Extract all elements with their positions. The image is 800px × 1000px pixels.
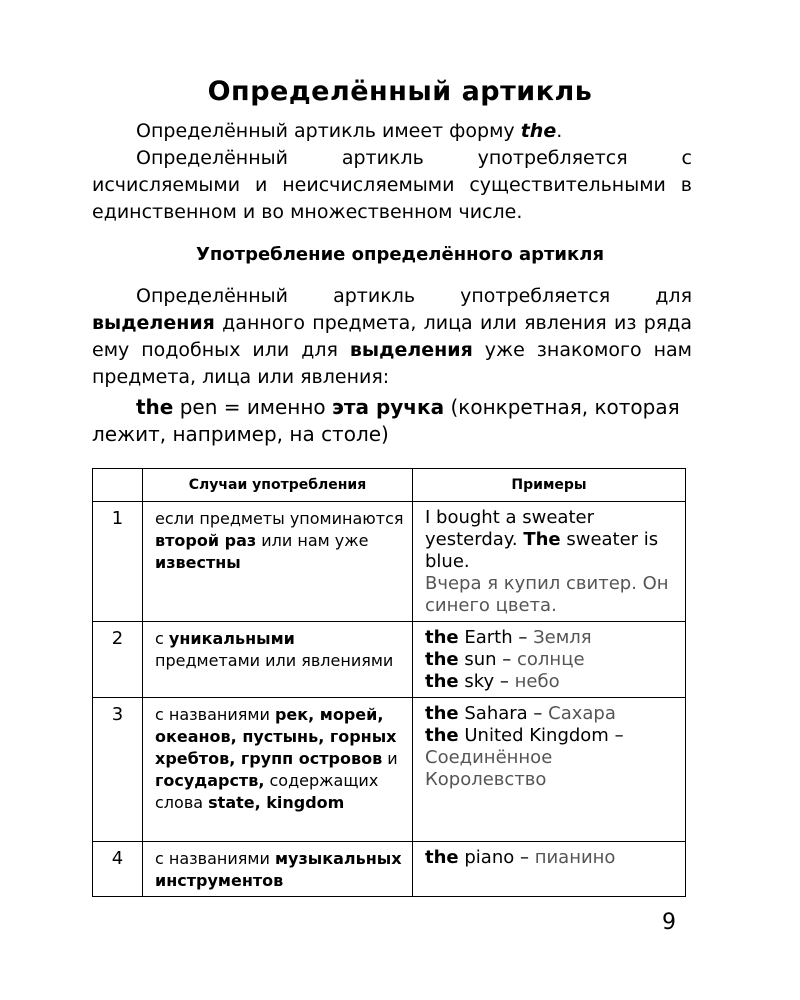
example-line xyxy=(425,649,677,671)
table-row xyxy=(93,698,686,842)
header-cases: Случаи употребления xyxy=(143,469,413,502)
example-article: the xyxy=(425,725,459,746)
example-line xyxy=(425,671,677,693)
row-number: 1 xyxy=(93,502,143,622)
case-bold: уникальными xyxy=(168,629,295,648)
case-example xyxy=(413,842,686,897)
example-line xyxy=(425,703,677,725)
case-bold: государств, xyxy=(155,771,265,790)
example-word: pen = именно xyxy=(173,395,333,419)
usage-bold-2: выделения xyxy=(349,339,473,361)
case-description xyxy=(143,698,413,842)
example-line xyxy=(425,725,677,791)
example-translation: небо xyxy=(514,671,560,692)
case-example xyxy=(413,502,686,622)
case-text: с названиями xyxy=(155,849,275,868)
case-text: с xyxy=(155,629,169,648)
example-dash: – xyxy=(527,703,549,724)
case-description xyxy=(143,502,413,622)
example-word: Sahara xyxy=(458,703,528,724)
example-word: sun xyxy=(458,649,497,670)
header-examples: Примеры xyxy=(413,469,686,502)
table-row xyxy=(93,502,686,622)
case-bold: state, kingdom xyxy=(208,793,345,812)
example-article: the xyxy=(425,703,459,724)
example-text: I bought a sweater yesterday. xyxy=(425,507,594,550)
case-bold: второй раз xyxy=(155,531,257,550)
article-form: the xyxy=(520,120,557,142)
example-translation: Вчера я купил свитер. Он синего цвета. xyxy=(425,573,669,616)
usage-bold-1: выделения xyxy=(92,312,215,334)
example-bold: эта ручка xyxy=(332,395,445,419)
usage-text-part3: уже знакомого нам предмета, лица или явления: xyxy=(92,339,692,388)
example-translation: Земля xyxy=(533,627,592,648)
usage-text-part2: данного предмета, лица или явления из ряда ему подобных или для xyxy=(92,312,692,361)
case-description xyxy=(143,842,413,897)
example-sentence xyxy=(92,394,696,448)
example-translation: Соединённое Королевство xyxy=(425,747,553,790)
intro-period: . xyxy=(556,120,563,142)
case-text: или нам уже xyxy=(256,531,369,550)
usage-paragraph xyxy=(92,283,692,391)
intro-paragraph-2 xyxy=(92,145,692,226)
case-text: и xyxy=(382,749,398,768)
page-number: 9 xyxy=(662,910,676,935)
case-text: содержащих слова xyxy=(155,771,379,812)
table-row xyxy=(93,622,686,698)
example-article: the xyxy=(425,847,459,868)
example-dash: – xyxy=(512,627,534,648)
example-word: United Kingdom xyxy=(458,725,609,746)
case-bold: музыкальных инструментов xyxy=(155,849,402,890)
header-number xyxy=(93,469,143,502)
case-text: с названиями xyxy=(155,705,275,724)
example-translation: пианино xyxy=(534,847,616,868)
example-word: piano xyxy=(458,847,515,868)
usage-text-part1: Определённый артикль употребляется для xyxy=(136,285,692,307)
example-article: The xyxy=(523,529,561,550)
example-article: the xyxy=(425,627,459,648)
case-text: если предметы упоминаются xyxy=(155,509,404,528)
example-line xyxy=(425,627,677,649)
example-rest: (конкретная, которая лежит, например, на столе) xyxy=(92,395,680,446)
example-translation: Сахара xyxy=(548,703,616,724)
case-example xyxy=(413,698,686,842)
case-text: предметами или явлениями xyxy=(155,651,394,670)
example-dash: – xyxy=(496,649,518,670)
row-number: 4 xyxy=(93,842,143,897)
example-word: sky xyxy=(458,671,495,692)
example-dash: – xyxy=(514,847,535,868)
intro-usage-text: Определённый артикль употребляется с исчисляемыми и неисчисляемыми существительными в единственном и во множественном числе. xyxy=(92,147,692,223)
example-text: sweater is blue. xyxy=(425,529,659,572)
table-header-row xyxy=(93,469,686,502)
row-number: 3 xyxy=(93,698,143,842)
case-bold: известны xyxy=(155,553,241,572)
section-subtitle: Употребление определённого артикля xyxy=(195,244,605,265)
example-article: the xyxy=(425,671,459,692)
case-description xyxy=(143,622,413,698)
case-example xyxy=(413,622,686,698)
case-bold: рек, морей, океанов, пустынь, горных хребтов, групп островов xyxy=(155,705,397,768)
example-dash: – xyxy=(608,725,624,746)
table-row xyxy=(93,842,686,897)
example-word: Earth xyxy=(458,627,513,648)
intro-text: Определённый артикль имеет форму xyxy=(136,120,521,142)
row-number: 2 xyxy=(93,622,143,698)
page-title: Определённый артикль xyxy=(207,76,593,107)
example-translation: солнце xyxy=(517,649,585,670)
usage-table xyxy=(92,468,686,897)
intro-paragraph-1 xyxy=(92,118,692,145)
example-dash: – xyxy=(494,671,515,692)
example-article: the xyxy=(136,395,174,419)
example-article: the xyxy=(425,649,459,670)
